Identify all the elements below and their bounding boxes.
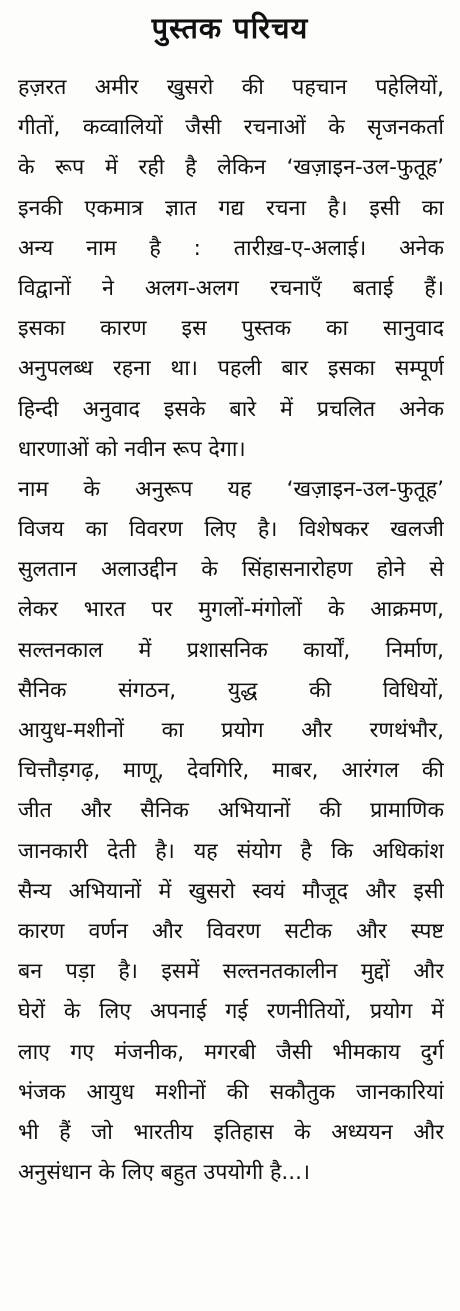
text-line: अनुपलब्ध रहना था। पहली बार इसका सम्पूर्ण: [18, 356, 444, 382]
page-title: पुस्तक परिचय: [151, 11, 309, 45]
text-line: हज़रत अमीर खुसरो की पहचान पहेलियों,: [18, 75, 444, 100]
text-line: अनुसंधान के लिए बहुत उपयोगी है...।: [18, 1160, 311, 1186]
text-line: हिन्दी अनुवाद इसके बारे में प्रचलित अनेक: [18, 396, 444, 422]
text-line: लाए गए मंजनीक, मगरबी जैसी भीमकाय दुर्ग: [18, 1039, 444, 1065]
text-line: कारण वर्णन और विवरण सटीक और स्पष्ट: [18, 918, 444, 944]
text-line: सैनिक संगठन, युद्ध की विधियों,: [18, 677, 444, 703]
text-line: नाम के अनुरूप यह ‘खज़ाइन-उल-फुतूह’: [18, 476, 444, 502]
text-line: के रूप में रही है लेकिन ‘खज़ाइन-उल-फुतूह’: [18, 155, 444, 181]
text-line: जानकारी देती है। यह संयोग है कि अधिकांश: [18, 838, 444, 864]
text-line: भंजक आयुध मशीनों की सकौतुक जानकारियां: [18, 1079, 444, 1105]
text-line: चित्तौड़गढ़, माणू, देवगिरि, माबर, आरंगल की: [18, 758, 444, 784]
body-text: [18, 68, 444, 1193]
text-line: आयुध-मशीनों का प्रयोग और रणथंभौर,: [18, 718, 444, 743]
text-line: विजय का विवरण लिए है। विशेषकर खलजी: [18, 517, 444, 543]
text-line: सल्तनकाल में प्रशासनिक कार्यों, निर्माण,: [18, 637, 444, 663]
text-line: सैन्य अभियानों में खुसरो स्वयं मौजूद और इसी: [18, 878, 444, 904]
text-line: जीत और सैनिक अभियानों की प्रामाणिक: [18, 798, 444, 824]
text-line: बन पड़ा है। इसमें सल्तनतकालीन मुद्दों और: [18, 959, 444, 985]
text-line: इनकी एकमात्र ज्ञात गद्य रचना है। इसी का: [18, 195, 444, 221]
text-line: धारणाओं को नवीन रूप देगा।: [18, 436, 246, 462]
text-line: अन्य नाम है : तारीख़-ए-अलाई। अनेक: [18, 235, 444, 261]
text-line: इसका कारण इस पुस्तक का सानुवाद: [18, 316, 444, 342]
text-line: सुलतान अलाउद्दीन के सिंहासनारोहण होने से: [18, 557, 444, 583]
text-line: विद्वानों ने अलग-अलग रचनाएँ बताई हैं।: [18, 275, 444, 301]
text-line: भी हैं जो भारतीय इतिहास के अध्ययन और: [18, 1119, 444, 1145]
text-line: घेरों के लिए अपनाई गई रणनीतियों, प्रयोग में: [18, 999, 444, 1025]
text-line: गीतों, कव्वालियों जैसी रचनाओं के सृजनकर्ता: [18, 115, 444, 141]
text-line: लेकर भारत पर मुगलों-मंगोलों के आक्रमण,: [18, 597, 444, 623]
